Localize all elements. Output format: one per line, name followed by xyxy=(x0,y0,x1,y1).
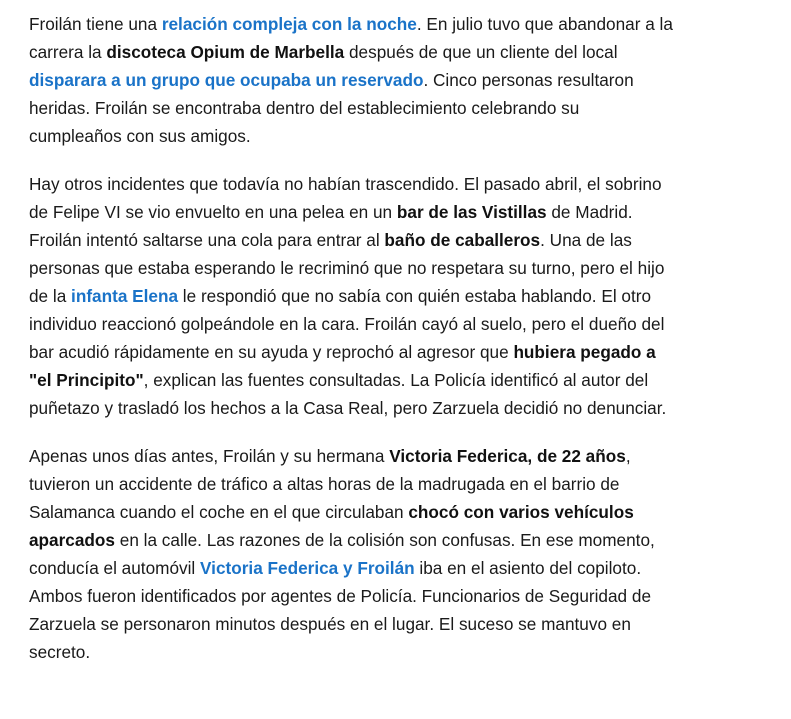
text-run: Apenas unos días antes, Froilán y su hermana xyxy=(29,446,390,466)
link-relacion-compleja[interactable]: relación compleja con la noche xyxy=(161,14,417,34)
link-disparara-reservado[interactable]: disparara a un grupo que ocupaba un reservado xyxy=(29,70,424,90)
bold-el-principito: hubiera pegado a "el Principito" xyxy=(29,342,656,390)
link-infanta-elena[interactable]: infanta Elena xyxy=(71,286,179,306)
article-body xyxy=(29,10,674,686)
text-run: después de que un cliente del local xyxy=(344,42,618,62)
bold-victoria-federica-22: Victoria Federica, de 22 años xyxy=(389,446,626,466)
bold-opium-marbella: discoteca Opium de Marbella xyxy=(106,42,345,62)
paragraph-2 xyxy=(29,170,674,422)
text-run: Froilán tiene una xyxy=(29,14,162,34)
text-run: de Madrid. Froilán intentó saltarse una cola para entrar al xyxy=(29,202,633,250)
text-run: . Cinco personas resultaron heridas. Froilán se encontraba dentro del establecimiento celebrando su cumpleaños con sus amigos. xyxy=(29,70,634,146)
paragraph-3 xyxy=(29,442,674,666)
text-run: . Una de las personas que estaba esperando le recriminó que no respetara su turno, pero el hijo de la xyxy=(29,230,665,306)
text-run: iba en el asiento del copiloto. Ambos fueron identificados por agentes de Policía. Funcionarios de Seguridad de Zarzuela se personaron minutos después en el lugar. El suceso se mantuvo en secreto. xyxy=(29,558,652,662)
paragraph-1 xyxy=(29,10,674,150)
text-run: , explican las fuentes consultadas. La Policía identificó al autor del puñetazo y trasladó los hechos a la Casa Real, pero Zarzuela decidió no denunciar. xyxy=(29,370,667,418)
bold-bano-caballeros: baño de caballeros xyxy=(384,230,541,250)
text-run: . En julio tuvo que abandonar a la carrera la xyxy=(29,14,673,62)
bold-bar-vistillas: bar de las Vistillas xyxy=(396,202,547,222)
text-run: le respondió que no sabía con quién estaba hablando. El otro individuo reaccionó golpeándole en la cara. Froilán cayó al suelo, pero el dueño del bar acudió rápidamente en su ayuda y reprochó al agresor que xyxy=(29,286,665,362)
text-run: , tuvieron un accidente de tráfico a altas horas de la madrugada en el barrio de Salamanca cuando el coche en el que circulaban xyxy=(29,446,631,522)
text-run: Hay otros incidentes que todavía no habían trascendido. El pasado abril, el sobrino de Felipe VI se vio envuelto en una pelea en un xyxy=(29,174,662,222)
bold-choco-vehiculos: chocó con varios vehículos aparcados xyxy=(29,502,634,550)
text-run: en la calle. Las razones de la colisión son confusas. En ese momento, conducía el automóvil xyxy=(29,530,655,578)
link-victoria-froilan[interactable]: Victoria Federica y Froilán xyxy=(200,558,415,578)
